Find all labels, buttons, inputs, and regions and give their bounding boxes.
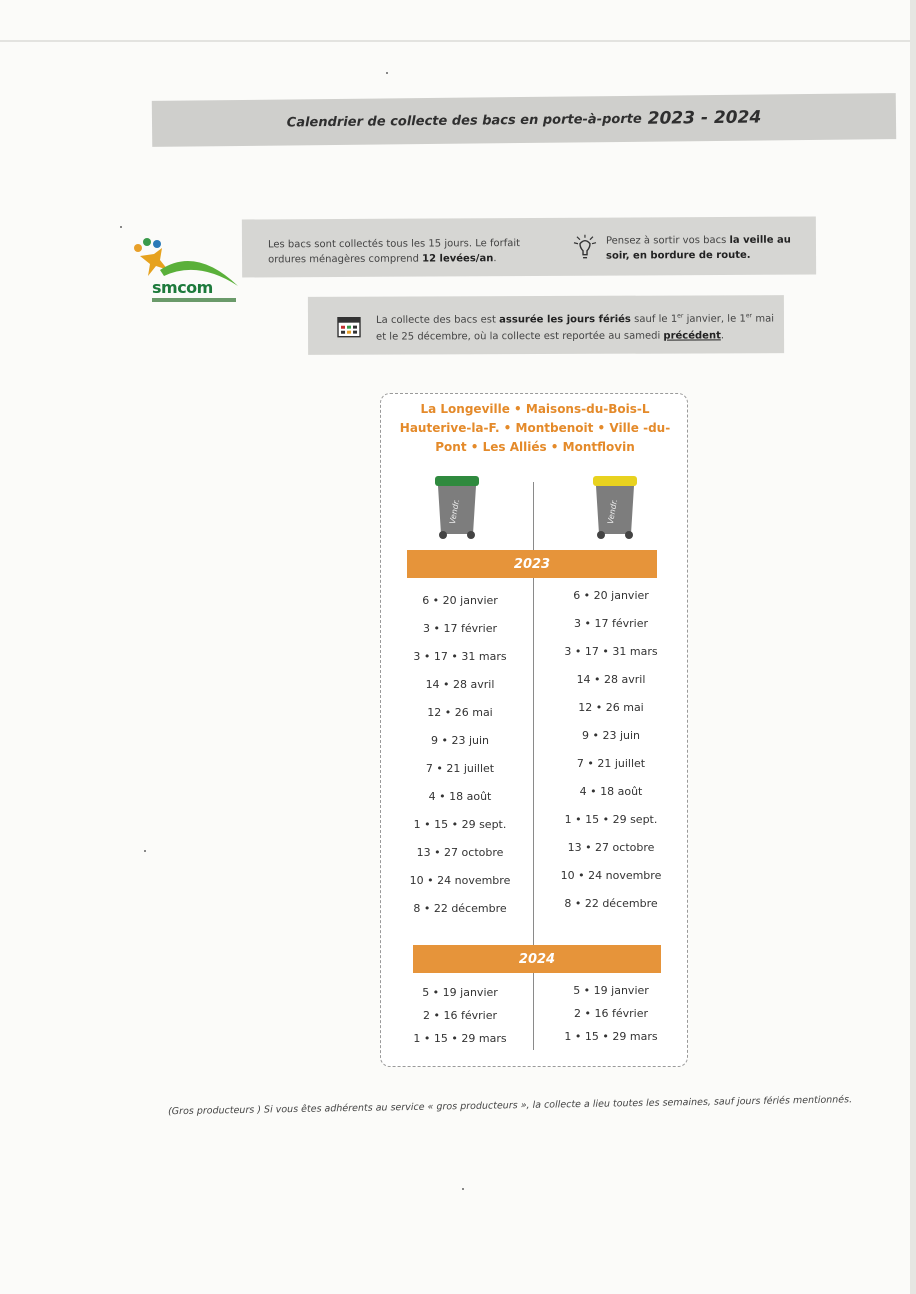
- holidays-info-box: [308, 295, 784, 355]
- tip-highlight: la veille au soir, en bordure de route.: [606, 234, 791, 262]
- communes-list: La Longeville • Maisons-du-Bois-L Hauterive-la-F. • Montbenoit • Ville -du-Pont • Les Alliés • Montflovin: [399, 402, 671, 454]
- yellow-bin-label: Vendr.: [605, 498, 620, 525]
- date-row: 2 • 16 février: [574, 1007, 648, 1020]
- footer-note: (Gros producteurs ) Si vous êtes adhérents au service « gros producteurs », la collecte a lieu toutes les semaines, sauf jours fériés mentionnés.: [167, 1094, 853, 1118]
- green-bin-icon: [429, 472, 485, 540]
- logo-subtitle: [152, 298, 236, 302]
- date-row: 14 • 28 avril: [425, 678, 495, 691]
- scan-artifact-line: [0, 40, 916, 42]
- date-row: 9 • 23 juin: [430, 734, 490, 747]
- date-row: 9 • 23 juin: [581, 729, 641, 742]
- tip-text: Pensez à sortir vos bacs la veille au soir, en bordure de route.: [605, 234, 791, 262]
- scan-edge: [910, 0, 916, 1294]
- title-banner: [152, 93, 896, 147]
- scan-speck: [386, 72, 388, 74]
- scan-speck: [120, 226, 122, 228]
- dates-2024-yellow: [537, 984, 685, 1053]
- title-text: Calendrier de collecte des bacs en porte-à-porte: [286, 111, 642, 130]
- collection-info-box: [242, 216, 816, 277]
- date-row: 2 • 16 février: [423, 1009, 497, 1022]
- dates-2023-green: [385, 594, 535, 930]
- green-bin-label: Vendr.: [447, 498, 462, 525]
- dates-2024-green: [385, 986, 535, 1055]
- date-row: 8 • 22 décembre: [413, 902, 507, 915]
- lightbulb-icon: [572, 234, 598, 262]
- date-row: 3 • 17 • 31 mars: [564, 645, 658, 658]
- date-row: 4 • 18 août: [428, 790, 492, 803]
- date-row: 13 • 27 octobre: [567, 841, 655, 854]
- dates-2023-yellow: [537, 589, 685, 925]
- yellow-bin-icon: [587, 472, 643, 540]
- title-years: 2023 - 2024: [647, 107, 762, 129]
- date-row: 8 • 22 décembre: [564, 897, 658, 910]
- date-row: 7 • 21 juillet: [425, 762, 495, 775]
- scan-speck: [462, 1188, 464, 1190]
- year-2024-header: 2024: [413, 945, 661, 973]
- date-row: 10 • 24 novembre: [409, 874, 511, 887]
- date-row: 1 • 15 • 29 mars: [413, 1032, 507, 1045]
- date-row: 3 • 17 février: [423, 622, 497, 635]
- year-2023-header: 2023: [407, 550, 657, 578]
- date-row: 14 • 28 avril: [576, 673, 646, 686]
- calendar-icon: [336, 313, 364, 341]
- date-row: 12 • 26 mai: [427, 706, 493, 719]
- date-row: 6 • 20 janvier: [422, 594, 498, 607]
- date-row: 7 • 21 juillet: [576, 757, 646, 770]
- collection-frequency-text: Les bacs sont collectés tous les 15 jours. Le forfait ordures ménagères comprend 12 levées/an.: [267, 238, 521, 266]
- date-row: 3 • 17 février: [574, 617, 648, 630]
- date-row: 10 • 24 novembre: [560, 869, 662, 882]
- levees-highlight: 12 levées/an: [422, 253, 494, 265]
- date-row: 1 • 15 • 29 sept.: [413, 818, 507, 831]
- green-bin-lid: [435, 476, 479, 486]
- scan-speck: [144, 850, 146, 852]
- collection-calendar-card: [380, 393, 688, 1067]
- date-row: 13 • 27 octobre: [416, 846, 504, 859]
- date-row: 5 • 19 janvier: [573, 984, 649, 997]
- date-row: 5 • 19 janvier: [422, 986, 498, 999]
- date-row: 1 • 15 • 29 mars: [564, 1030, 658, 1043]
- date-row: 6 • 20 janvier: [573, 589, 649, 602]
- holidays-text: La collecte des bacs est assurée les jours fériés sauf le 1er janvier, le 1er mai et le 25 décembre, où la collecte est reportée au samedi précédent.: [375, 312, 774, 343]
- date-row: 3 • 17 • 31 mars: [413, 650, 507, 663]
- date-row: 4 • 18 août: [579, 785, 643, 798]
- logo-name: smcom: [152, 278, 213, 297]
- date-row: 12 • 26 mai: [578, 701, 644, 714]
- date-row: 1 • 15 • 29 sept.: [564, 813, 658, 826]
- yellow-bin-lid: [593, 476, 637, 486]
